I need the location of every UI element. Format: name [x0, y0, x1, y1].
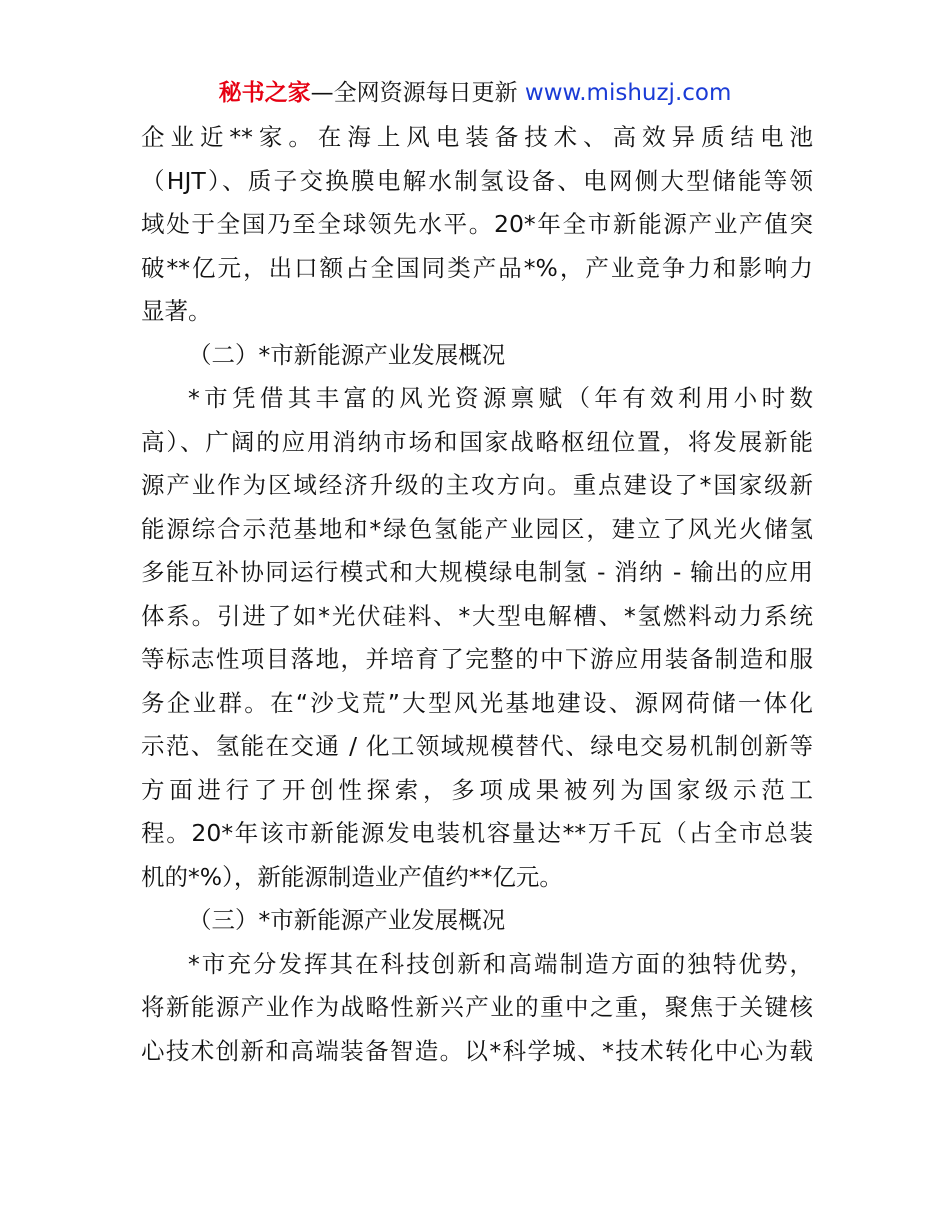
site-brand: 秘书之家 [218, 80, 311, 106]
page-header [0, 77, 950, 109]
text-line: （HJT）、质子交换膜电解水制氢设备、电网侧大型储能等领 [141, 166, 813, 195]
text-line: 程。20*年该市新能源发电装机容量达**万千瓦（占全市总装 [141, 819, 813, 847]
text-line: 破**亿元，出口额占全国同类产品*%，产业竞争力和影响力 [141, 253, 813, 282]
section-heading: （三）*市新能源产业发展概况 [188, 906, 506, 934]
text-line: 源产业作为区域经济升级的主攻方向。重点建设了*国家级新 [141, 471, 813, 499]
text-line: 机的*%），新能源制造业产值约**亿元。 [141, 862, 563, 891]
site-url-link[interactable]: www.mishuzj.com [524, 80, 732, 106]
text-line: 心技术创新和高端装备智造。以*科学城、*技术转化中心为载 [141, 1036, 813, 1065]
text-line: 体系。引进了如*光伏硅料、*大型电解槽、*氢燃料动力系统 [141, 601, 813, 630]
text-line: *市充分发挥其在科技创新和高端制造方面的独特优势， [188, 949, 813, 978]
text-line: 高）、广阔的应用消纳市场和国家战略枢纽位置，将发展新能 [141, 427, 813, 456]
text-line: 示范、氢能在交通 / 化工领域规模替代、绿电交易机制创新等 [141, 732, 813, 760]
section-heading: （二）*市新能源产业发展概况 [188, 340, 506, 369]
text-line: 务企业群。在“沙戈荒”大型风光基地建设、源网荷储一体化 [141, 688, 813, 717]
text-line: *市凭借其丰富的风光资源禀赋（年有效利用小时数 [188, 384, 813, 412]
site-tagline: —全网资源每日更新 [310, 80, 518, 106]
text-line: 等标志性项目落地，并培育了完整的中下游应用装备制造和服 [141, 645, 813, 673]
document-body [141, 116, 813, 1073]
text-line: 将新能源产业作为战略性新兴产业的重中之重，聚焦于关键核 [141, 993, 813, 1021]
text-line: 方面进行了开创性探索，多项成果被列为国家级示范工 [141, 775, 813, 804]
text-line: 企业近**家。在海上风电装备技术、高效异质结电池 [141, 123, 813, 151]
text-line: 能源综合示范基地和*绿色氢能产业园区，建立了风光火储氢 [141, 514, 813, 543]
text-line: 显著。 [141, 297, 212, 325]
text-line: 域处于全国乃至全球领先水平。20*年全市新能源产业产值突 [141, 210, 813, 238]
text-line: 多能互补协同运行模式和大规模绿电制氢 - 消纳 - 输出的应用 [141, 558, 813, 586]
